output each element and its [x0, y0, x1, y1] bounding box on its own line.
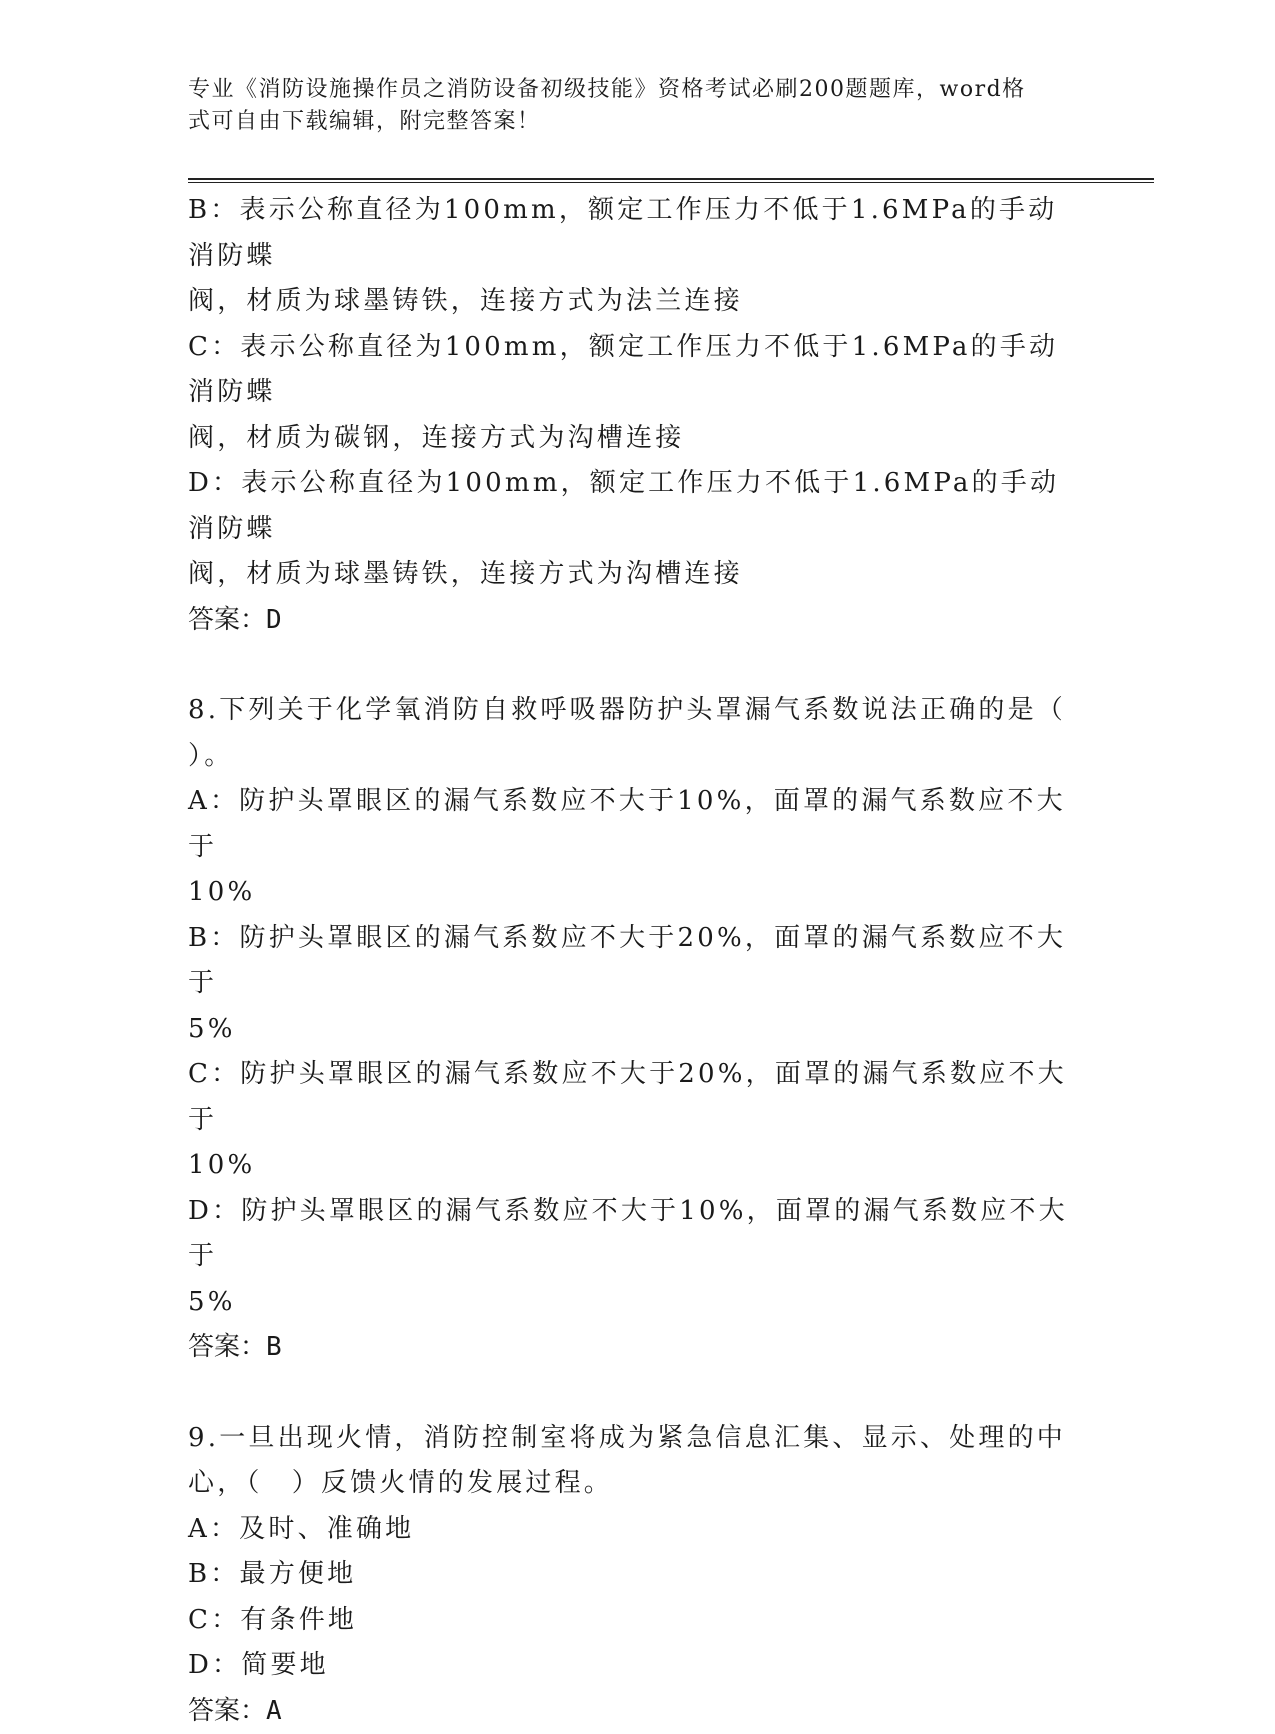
option-d-line-2: 阀，材质为球墨铸铁，连接方式为沟槽连接: [188, 552, 1078, 598]
header-divider: [188, 178, 1154, 183]
header-title-line-1: 专业《消防设施操作员之消防设备初级技能》资格考试必刷200题题库，word格: [188, 74, 1068, 106]
answer-label: 答案：D: [188, 598, 1078, 644]
prev-question-options: [188, 188, 1078, 643]
document-body: [188, 188, 1078, 1734]
question-stem-line-1: 9.一旦出现火情，消防控制室将成为紧急信息汇集、显示、处理的中: [188, 1416, 1078, 1462]
option-b-line-1: B：防护头罩眼区的漏气系数应不大于20%，面罩的漏气系数应不大于: [188, 916, 1078, 1007]
option-c-line-2: 阀，材质为碳钢，连接方式为沟槽连接: [188, 416, 1078, 462]
option-b: B：最方便地: [188, 1552, 1078, 1598]
header-title-line-2: 式可自由下载编辑，附完整答案！: [188, 106, 1068, 138]
question-stem-line-2: ）。: [188, 734, 1078, 780]
option-d-line-1: D：表示公称直径为100mm，额定工作压力不低于1.6MPa的手动消防蝶: [188, 461, 1078, 552]
option-a: A：及时、准确地: [188, 1507, 1078, 1553]
question-stem-line-1: 8.下列关于化学氧消防自救呼吸器防护头罩漏气系数说法正确的是（: [188, 688, 1078, 734]
answer-label: 答案：A: [188, 1689, 1078, 1734]
document-header: [188, 74, 1068, 138]
question-8: [188, 688, 1078, 1371]
option-c-line-1: C：防护头罩眼区的漏气系数应不大于20%，面罩的漏气系数应不大于: [188, 1052, 1078, 1143]
option-a-line-1: A：防护头罩眼区的漏气系数应不大于10%，面罩的漏气系数应不大于: [188, 779, 1078, 870]
option-c-line-2: 10%: [188, 1143, 1078, 1189]
option-b-line-2: 5%: [188, 1007, 1078, 1053]
option-b-line-2: 阀，材质为球墨铸铁，连接方式为法兰连接: [188, 279, 1078, 325]
option-d-line-2: 5%: [188, 1280, 1078, 1326]
option-d: D：简要地: [188, 1643, 1078, 1689]
answer-label: 答案：B: [188, 1325, 1078, 1371]
question-stem-line-2: 心，（ ）反馈火情的发展过程。: [188, 1461, 1078, 1507]
option-c-line-1: C：表示公称直径为100mm，额定工作压力不低于1.6MPa的手动消防蝶: [188, 325, 1078, 416]
option-d-line-1: D：防护头罩眼区的漏气系数应不大于10%，面罩的漏气系数应不大于: [188, 1189, 1078, 1280]
option-c: C：有条件地: [188, 1598, 1078, 1644]
option-a-line-2: 10%: [188, 870, 1078, 916]
question-9: [188, 1416, 1078, 1734]
option-b-line-1: B：表示公称直径为100mm，额定工作压力不低于1.6MPa的手动消防蝶: [188, 188, 1078, 279]
